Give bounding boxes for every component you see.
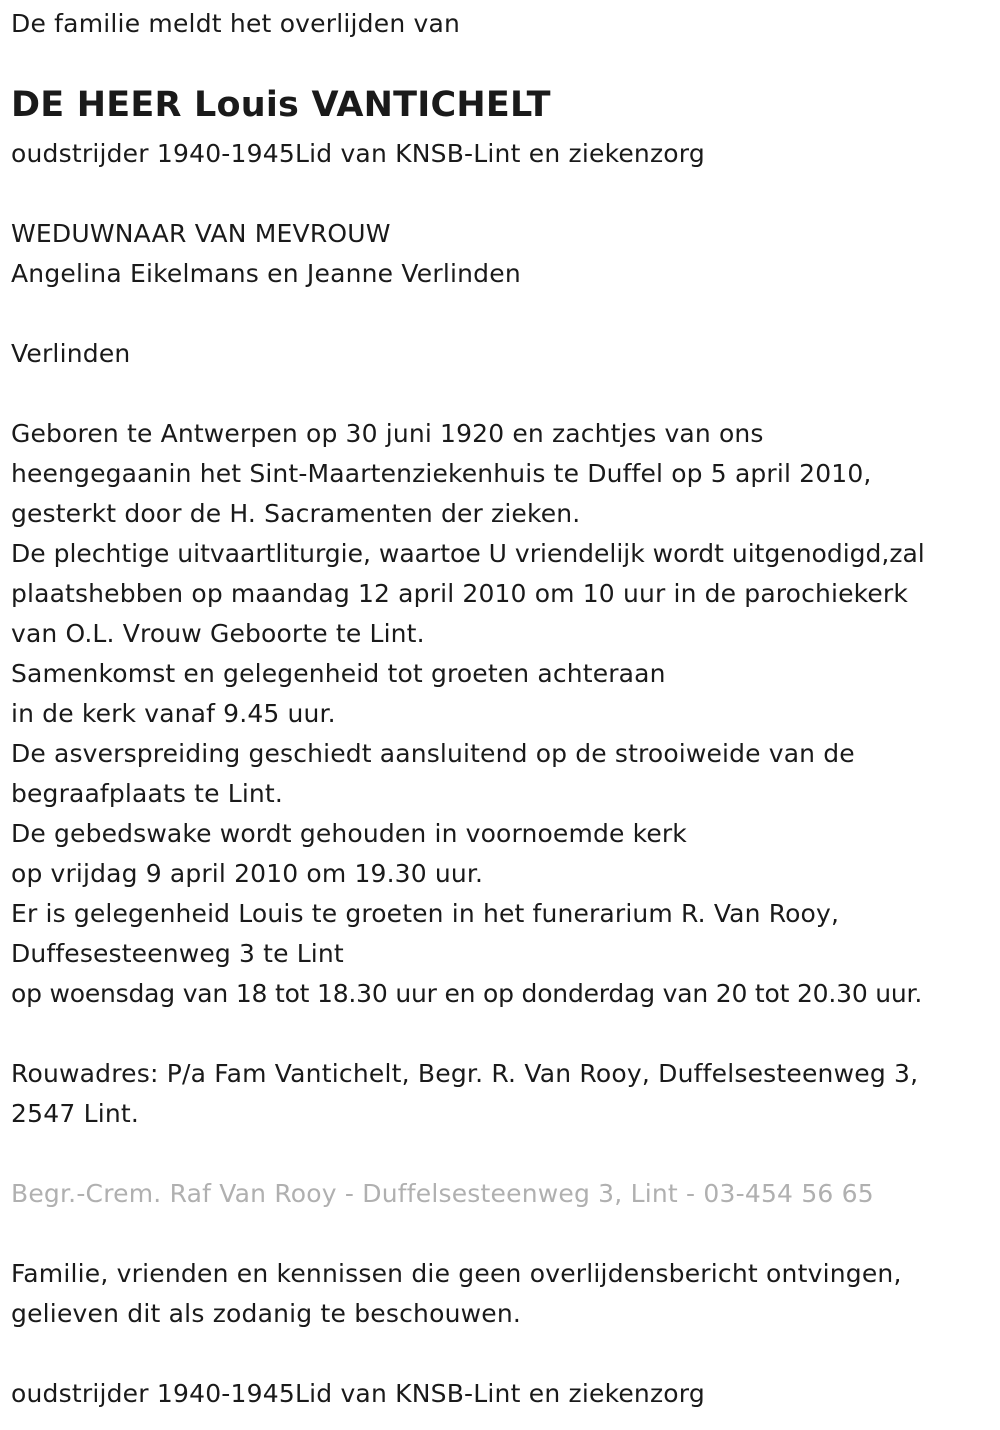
subtitle-text: oudstrijder 1940-1945Lid van KNSB-Lint en ziekenzorg xyxy=(11,139,705,168)
body-line: Samenkomst en gelegenheid tot groeten achteraan xyxy=(11,659,666,688)
widower-heading: WEDUWNAAR VAN MEVROUW xyxy=(11,219,391,248)
body-line: De gebedswake wordt gehouden in voornoemde kerk xyxy=(11,819,687,848)
body-line: van O.L. Vrouw Geboorte te Lint. xyxy=(11,619,425,648)
body-line: op vrijdag 9 april 2010 om 19.30 uur. xyxy=(11,859,484,888)
body-line: De plechtige uitvaartliturgie, waartoe U vriendelijk wordt uitgenodigd,zal xyxy=(11,539,925,568)
deceased-name: DE HEER Louis VANTICHELT xyxy=(11,85,551,125)
closing-line: gelieven dit als zodanig te beschouwen. xyxy=(11,1299,522,1328)
body-line: in de kerk vanaf 9.45 uur. xyxy=(11,699,336,728)
spouses-text: Angelina Eikelmans en Jeanne Verlinden xyxy=(11,259,521,288)
body-line: De asverspreiding geschiedt aansluitend op de strooiweide van de xyxy=(11,739,855,768)
body-line: begraafplaats te Lint. xyxy=(11,779,283,808)
surname-line: Verlinden xyxy=(11,339,131,368)
closing-line: Familie, vrienden en kennissen die geen overlijdensbericht ontvingen, xyxy=(11,1259,902,1288)
body-line: gesterkt door de H. Sacramenten der zieken. xyxy=(11,499,581,528)
body-line: plaatshebben op maandag 12 april 2010 om 10 uur in de parochiekerk xyxy=(11,579,908,608)
body-line: op woensdag van 18 tot 18.30 uur en op donderdag van 20 tot 20.30 uur. xyxy=(11,979,923,1008)
body-line: Er is gelegenheid Louis te groeten in het funerarium R. Van Rooy, xyxy=(11,899,840,928)
intro-text: De familie meldt het overlijden van xyxy=(11,9,461,38)
footer-subtitle: oudstrijder 1940-1945Lid van KNSB-Lint en ziekenzorg xyxy=(11,1379,705,1408)
address-line: Rouwadres: P/a Fam Vantichelt, Begr. R. Van Rooy, Duffelsesteenweg 3, xyxy=(11,1059,919,1088)
body-line: heengegaanin het Sint-Maartenziekenhuis te Duffel op 5 april 2010, xyxy=(11,459,872,488)
body-line: Geboren te Antwerpen op 30 juni 1920 en zachtjes van ons xyxy=(11,419,764,448)
address-line: 2547 Lint. xyxy=(11,1099,140,1128)
body-line: Duffesesteenweg 3 te Lint xyxy=(11,939,344,968)
funeral-director-text: Begr.-Crem. Raf Van Rooy - Duffelsesteenweg 3, Lint - 03-454 56 65 xyxy=(11,1179,874,1208)
